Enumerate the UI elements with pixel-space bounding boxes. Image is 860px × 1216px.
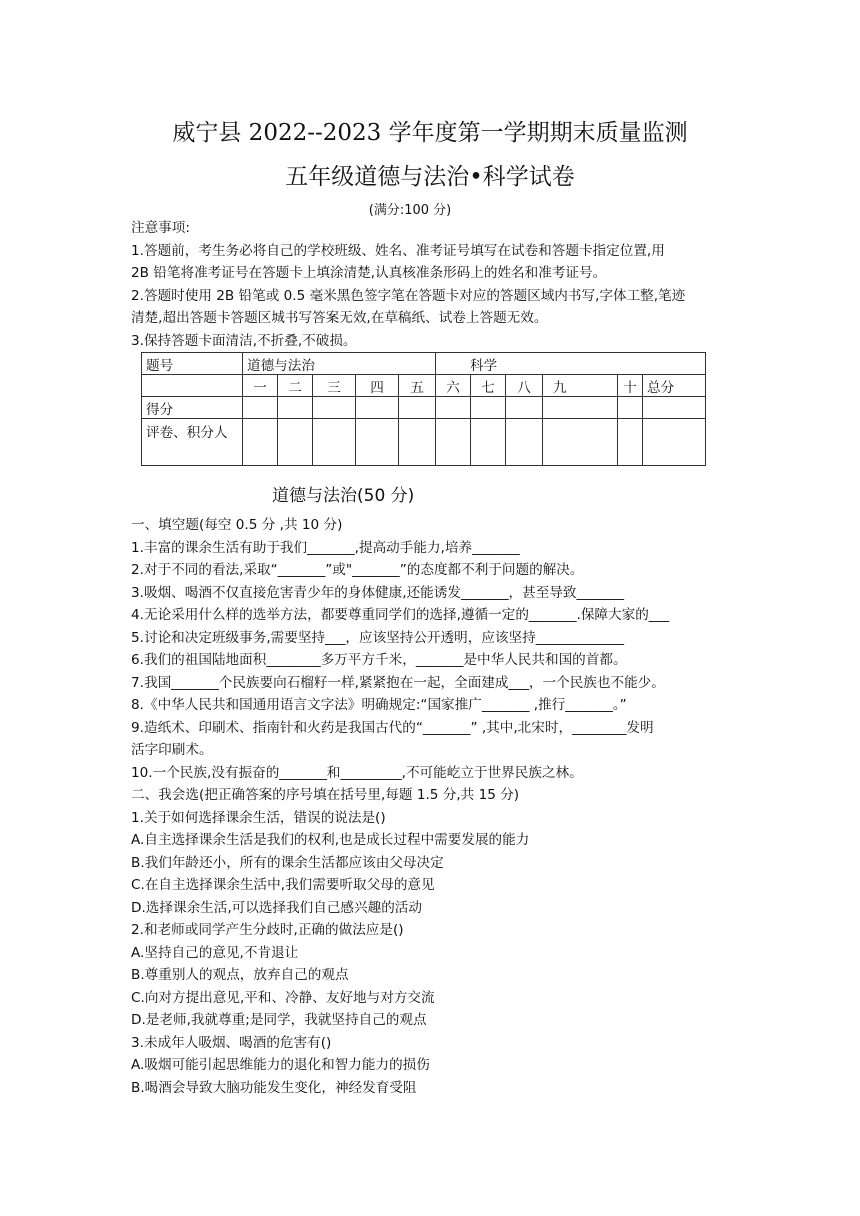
score-table [141, 352, 706, 466]
question-line: 4.无论采用什么样的选举方法，都要尊重同学们的选择,遵循一定的_______.保障大家的___ [131, 607, 670, 623]
question-line: 6.我们的祖国陆地面积________多万平方千米，_______是中华人民共和国的首都。 [131, 652, 627, 668]
question-line: 10.一个民族,没有振奋的_______和_________,不可能屹立于世界民族之林。 [131, 764, 583, 781]
score-cell [543, 397, 618, 419]
score-cell [399, 397, 436, 419]
score-table-col: 四 [356, 375, 399, 397]
question-line: 1.丰富的课余生活有助于我们_______,提高动手能力,培养_______ [131, 539, 520, 556]
score-cell [278, 397, 313, 419]
questions-block [131, 514, 741, 1099]
question-line: 3.未成年人吸烟、喝酒的危害有() [131, 1034, 332, 1051]
section-heading: 二、我会选(把正确答案的序号填在括号里,每题 1.5 分,共 15 分) [131, 787, 520, 803]
question-line: 3.吸烟、喝酒不仅直接危害青少年的身体健康,还能诱发_______，甚至导致_______ [131, 584, 625, 601]
grader-cell [356, 419, 399, 466]
score-cell [243, 397, 278, 419]
question-line: 8.《中华人民共和国通用语言文字法》明确规定:“国家推广_______ ,推行_______。” [131, 697, 627, 713]
grader-row-label: 评卷、积分人 [142, 419, 243, 466]
grader-cell [243, 419, 278, 466]
exam-subtitle: 五年级道德与法治•科学试卷 [285, 164, 575, 190]
question-line: 9.造纸术、印刷术、指南针和火药是我国古代的“_______” ,其中,北宋时，________发明 [131, 719, 654, 736]
score-table-col: 三 [313, 375, 356, 397]
note-line: 1.答题前，考生务必将自己的学校班级、姓名、准考证号填写在试卷和答题卡指定位置,用 [131, 242, 665, 259]
section-title: 道德与法治(50 分) [272, 486, 415, 506]
note-line: 2.答题时使用 2B 铅笔或 0.5 毫米黑色签字笔在答题卡对应的答题区域内书写,字体工整,笔迹 [131, 287, 686, 304]
note-line: 3.保持答题卡面清洁,不折叠,不破损。 [131, 332, 357, 349]
notes-heading: 注意事项: [131, 220, 190, 236]
option-line: B.喝酒会导致大脑功能发生变化，神经发育受阻 [131, 1079, 417, 1096]
notes-block [131, 217, 741, 352]
score-table-col-total: 总分 [643, 375, 706, 397]
grader-cell [618, 419, 643, 466]
grader-cell [543, 419, 618, 466]
score-table-col: 一 [243, 375, 278, 397]
score-cell [618, 397, 643, 419]
full-score-note: (满分:100 分) [368, 203, 452, 218]
option-line: A.坚持自己的意见,不肯退让 [131, 944, 299, 961]
score-table-col: 六 [436, 375, 471, 397]
score-cell [506, 397, 543, 419]
option-line: B.我们年龄还小，所有的课余生活都应该由父母决定 [131, 854, 444, 871]
question-line: 7.我国_______个民族要向石榴籽一样,紧紧抱在一起，全面建成___，一个民族也不能少。 [131, 674, 665, 691]
grader-cell [399, 419, 436, 466]
question-line: 活字印刷术。 [131, 742, 213, 758]
grader-cell [506, 419, 543, 466]
option-line: A.自主选择课余生活是我们的权利,也是成长过程中需要发展的能力 [131, 832, 530, 848]
score-table-header-label: 题号 [142, 353, 243, 375]
score-cell [313, 397, 356, 419]
score-table-col: 八 [506, 375, 543, 397]
score-table-cell [142, 375, 243, 397]
score-cell [471, 397, 506, 419]
score-table-group-moral: 道德与法治 [243, 353, 436, 375]
grader-cell [313, 419, 356, 466]
option-line: D.选择课余生活,可以选择我们自己感兴趣的活动 [131, 899, 422, 916]
exam-title: 威宁县 2022--2023 学年度第一学期期末质量监测 [172, 120, 688, 146]
question-line: 2.对于不同的看法,采取“_______”或"_______”的态度都不利于问题的解决。 [131, 562, 584, 578]
score-table-col: 七 [471, 375, 506, 397]
option-line: B.尊重别人的观点，放弃自己的观点 [131, 967, 349, 983]
score-table-col: 十 [618, 375, 643, 397]
option-line: C.在自主选择课余生活中,我们需要听取父母的意见 [131, 877, 435, 893]
option-line: D.是老师,我就尊重;是同学，我就坚持自己的观点 [131, 1012, 427, 1028]
score-table-col: 二 [278, 375, 313, 397]
note-line: 2B 铅笔将准考证号在答题卡上填涂清楚,认真核准条形码上的姓名和准考证号。 [131, 265, 607, 281]
section-heading: 一、填空题(每空 0.5 分 ,共 10 分) [131, 517, 343, 533]
score-table-col: 五 [399, 375, 436, 397]
grader-cell [436, 419, 471, 466]
score-row-label: 得分 [142, 397, 243, 419]
note-line: 清楚,超出答题卡答题区城书写答案无效,在草稿纸、试卷上答题无效。 [131, 310, 548, 326]
score-cell [436, 397, 471, 419]
score-table-col: 九 [543, 375, 618, 397]
question-line: 1.关于如何选择课余生活，错误的说法是() [131, 809, 386, 826]
score-table-group-science: 科学 [436, 353, 706, 375]
question-line: 5.讨论和决定班级事务,需要坚持___，应该坚持公开透明，应该坚持_____________ [131, 629, 625, 646]
option-line: C.向对方提出意见,平和、冷静、友好地与对方交流 [131, 989, 435, 1006]
score-cell [356, 397, 399, 419]
grader-cell [278, 419, 313, 466]
score-cell [643, 397, 706, 419]
grader-cell [643, 419, 706, 466]
question-line: 2.和老师或同学产生分歧时,正确的做法应是() [131, 922, 404, 938]
grader-cell [471, 419, 506, 466]
option-line: A.吸烟可能引起思维能力的退化和智力能力的损伤 [131, 1057, 430, 1073]
